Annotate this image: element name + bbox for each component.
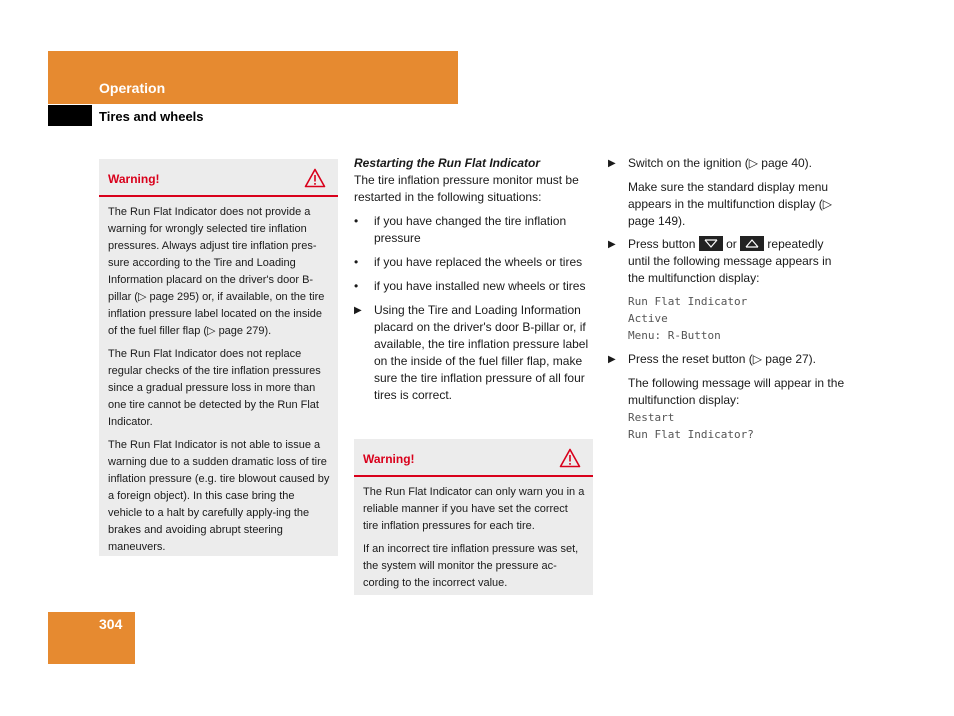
warning-label: Warning! xyxy=(363,452,415,466)
list-item-text: if you have changed the tire inflation pressure xyxy=(374,214,567,245)
list-item xyxy=(354,278,594,295)
step-note: Make sure the standard display menu appears in the multifunction display (▷ page 149). xyxy=(628,180,832,228)
warning-box-middle xyxy=(354,439,593,595)
step-arrow-icon: ▶ xyxy=(354,305,362,316)
step-arrow-icon: ▶ xyxy=(608,354,616,365)
bullet-icon: • xyxy=(354,279,359,293)
arrow-up-key-icon xyxy=(740,236,764,251)
warning-paragraph: If an incorrect tire inflation pressure was set, the system will monitor the pressure ac-cording to the incorrect value. xyxy=(363,543,579,589)
display-line: Run Flat Indicator xyxy=(628,295,748,308)
bullet-icon: • xyxy=(354,255,359,269)
warning-label: Warning! xyxy=(108,172,160,186)
warning-body xyxy=(99,197,338,562)
warning-paragraph: The Run Flat Indicator does not replace regular checks of the tire inflation pressures since a gradual pressure loss in more than one tire cannot be detected by the Run Flat Indicator. xyxy=(108,348,321,428)
warning-body xyxy=(354,477,593,598)
list-item-text: if you have replaced the wheels or tires xyxy=(374,255,583,269)
step-text-after: repeatedly until the following message appears in the multifunction display: xyxy=(628,237,832,285)
display-message xyxy=(608,293,848,344)
intro-text: The tire inflation pressure monitor must be restarted in the following situations: xyxy=(354,173,579,204)
header-bar xyxy=(48,51,458,104)
warning-paragraph: The Run Flat Indicator can only warn you in a reliable manner if you have set the correct tire inflation pressures for each tire. xyxy=(363,486,585,532)
display-line: Menu: R-Button xyxy=(628,329,721,342)
arrow-down-key-icon xyxy=(699,236,723,251)
display-message xyxy=(608,409,848,443)
instruction-step xyxy=(354,302,594,404)
warning-paragraph: The Run Flat Indicator is not able to issue a warning due to a sudden dramatic loss of tire inflation pressure (e.g. tire blowout caused by a foreign object). In this case bring the vehicle to a halt by carefully apply-ing the brakes and avoiding abrupt steering maneuvers. xyxy=(108,439,330,553)
section-title: Operation xyxy=(99,80,166,96)
section-marker xyxy=(48,105,92,126)
step-text: Press the reset button (▷ page 27). xyxy=(628,352,816,366)
subsection-title: Tires and wheels xyxy=(99,109,204,124)
list-item xyxy=(354,254,594,271)
display-line: Active xyxy=(628,312,668,325)
warning-header xyxy=(354,439,593,477)
instruction-step xyxy=(608,155,848,172)
warning-header xyxy=(99,159,338,197)
section-heading: Restarting the Run Flat Indicator xyxy=(354,156,541,170)
warning-paragraph: The Run Flat Indicator does not provide a warning for wrongly selected tire inflation pressures. Always adjust tire inflation pres-sure according to the Tire and Loading Information placard on the driver's door B-pillar (▷ page 295) or, if available, on the tire inflation pressure label located on the inside of the fuel filler flap (▷ page 279). xyxy=(108,206,325,337)
list-item xyxy=(354,213,594,247)
list-item-text: if you have installed new wheels or tires xyxy=(374,279,586,293)
warning-box-left xyxy=(99,159,338,556)
display-line: Run Flat Indicator? xyxy=(628,428,754,441)
instruction-step xyxy=(608,351,848,368)
warning-triangle-icon xyxy=(559,448,581,468)
display-line: Restart xyxy=(628,411,675,424)
step-note: The following message will appear in the multifunction display: xyxy=(628,376,845,407)
warning-triangle-icon xyxy=(304,168,326,188)
bullet-icon: • xyxy=(354,214,359,228)
right-column xyxy=(608,155,848,443)
step-text: Switch on the ignition (▷ page 40). xyxy=(628,156,813,170)
step-text-before: Press button xyxy=(628,237,696,251)
page-number: 304 xyxy=(99,616,123,632)
instruction-step xyxy=(608,236,848,287)
step-arrow-icon: ▶ xyxy=(608,239,616,250)
step-text: Using the Tire and Loading Information placard on the driver's door B-pillar or, if available, the tire inflation pressure label on the inside of the fuel filler flap, make sure the tire inflation pressure of all four tires is correct. xyxy=(374,303,589,402)
middle-column xyxy=(354,155,594,404)
step-arrow-icon: ▶ xyxy=(608,158,616,169)
step-text-or: or xyxy=(726,237,737,251)
